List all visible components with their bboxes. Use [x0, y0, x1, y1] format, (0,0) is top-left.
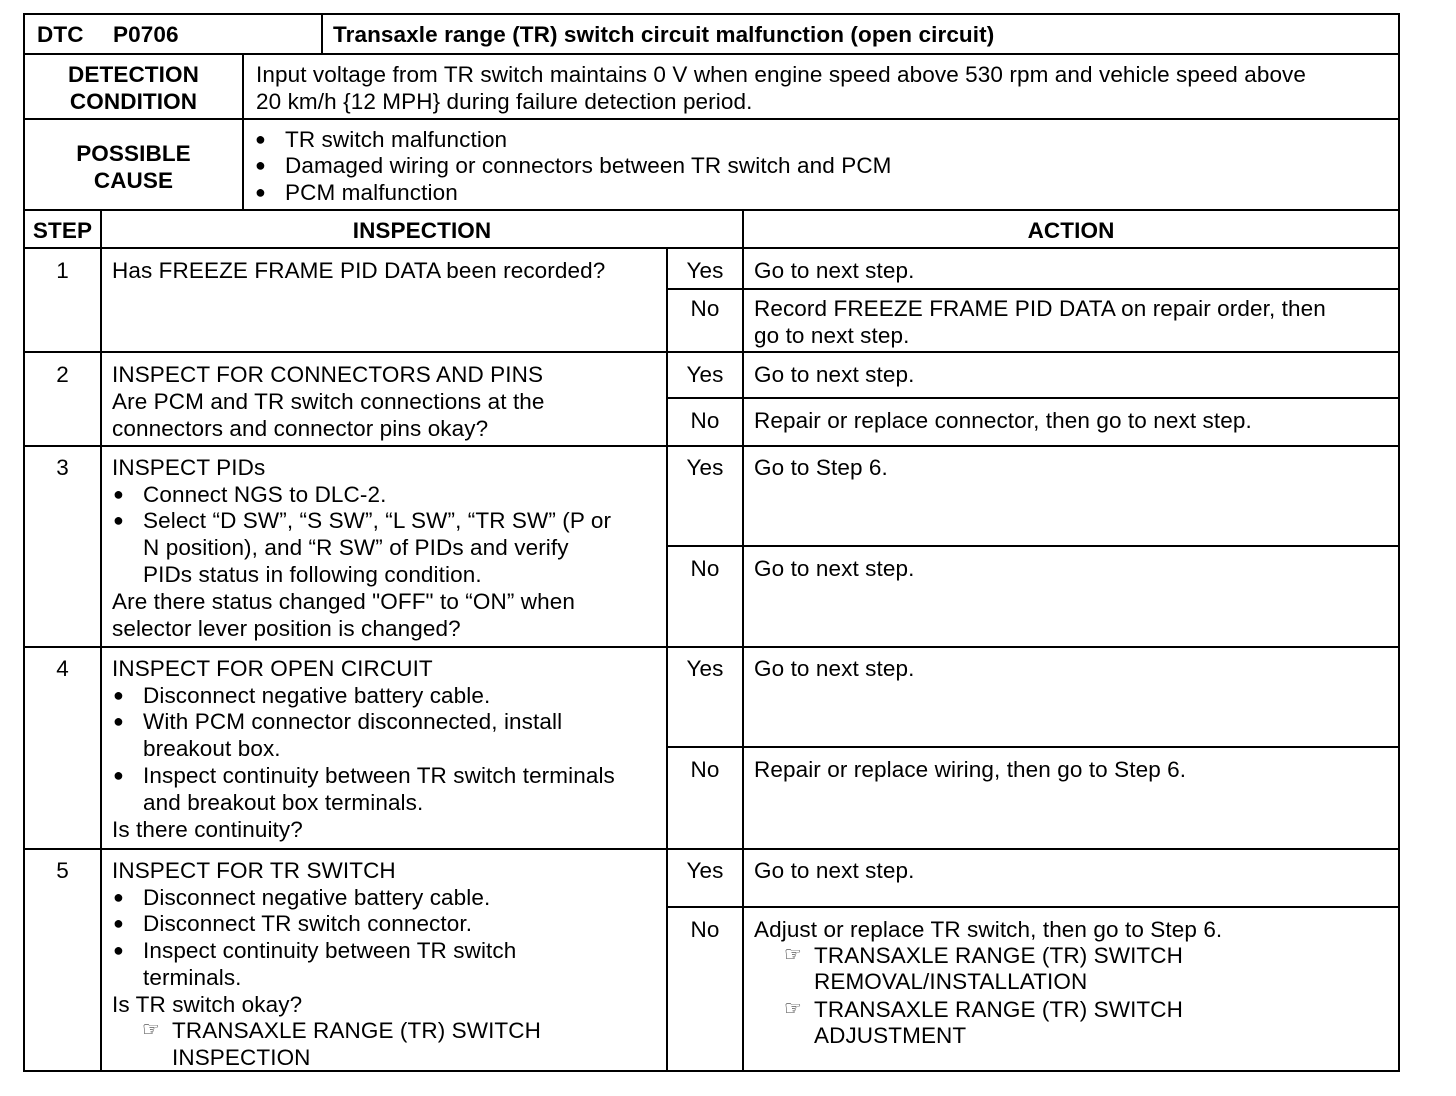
bullet-dot: ●	[113, 887, 124, 907]
possible-cause-label-line1: POSSIBLE	[76, 141, 191, 166]
divider	[321, 13, 323, 55]
yes-label: Yes	[686, 656, 724, 681]
detection-label-line1: DETECTION	[68, 62, 199, 87]
bullet-dot: ●	[255, 155, 266, 175]
step-number: 2	[56, 362, 69, 387]
reference-link[interactable]: TRANSAXLE RANGE (TR) SWITCH	[814, 943, 1183, 968]
inspection-bullet-cont: terminals.	[143, 965, 242, 990]
inspection-heading: INSPECT PIDs	[112, 455, 266, 480]
reference-link[interactable]: ADJUSTMENT	[814, 1023, 967, 1048]
inspection-bullet: Inspect continuity between TR switch	[143, 938, 517, 963]
inspection-bullet: Select “D SW”, “S SW”, “L SW”, “TR SW” (P or	[143, 508, 612, 533]
no-action: Go to next step.	[754, 556, 915, 581]
no-label: No	[690, 556, 720, 581]
yes-label: Yes	[686, 362, 724, 387]
no-label: No	[690, 757, 720, 782]
inspection-heading: INSPECT FOR OPEN CIRCUIT	[112, 656, 433, 681]
yes-no-divider	[666, 397, 1400, 399]
yes-label: Yes	[686, 455, 724, 480]
inspection-bullet: Connect NGS to DLC-2.	[143, 482, 387, 507]
column-header-inspection: INSPECTION	[352, 218, 492, 243]
pointing-hand-icon: ☞	[784, 944, 802, 966]
reference-link[interactable]: INSPECTION	[172, 1045, 311, 1070]
inspection-question: Is TR switch okay?	[112, 992, 303, 1017]
yes-action: Go to next step.	[754, 858, 915, 883]
no-label: No	[690, 296, 720, 321]
yes-action: Go to next step.	[754, 656, 915, 681]
reference-link[interactable]: TRANSAXLE RANGE (TR) SWITCH	[814, 997, 1183, 1022]
no-action: Repair or replace connector, then go to next step.	[754, 408, 1252, 433]
dtc-label: DTC	[37, 22, 84, 47]
inspection-heading: INSPECT FOR TR SWITCH	[112, 858, 396, 883]
dtc-code: P0706	[113, 22, 179, 47]
bullet-dot: ●	[113, 711, 124, 731]
yes-label: Yes	[686, 258, 724, 283]
column-header-action: ACTION	[1027, 218, 1115, 243]
row-divider	[23, 351, 1400, 353]
inspection-question: Is there continuity?	[112, 817, 303, 842]
no-action: go to next step.	[754, 323, 910, 348]
inspection-question: Are there status changed "OFF" to “ON” when	[112, 589, 575, 614]
column-divider	[742, 209, 744, 1072]
no-action: Repair or replace wiring, then go to Step 6.	[754, 757, 1187, 782]
reference-link[interactable]: TRANSAXLE RANGE (TR) SWITCH	[172, 1018, 541, 1043]
detection-text-line2: 20 km/h {12 MPH} during failure detection period.	[256, 89, 753, 114]
yes-action: Go to Step 6.	[754, 455, 888, 480]
yes-action: Go to next step.	[754, 362, 915, 387]
pointing-hand-icon: ☞	[784, 998, 802, 1020]
inspection-question: selector lever position is changed?	[112, 616, 461, 641]
inspection-bullet: Disconnect negative battery cable.	[143, 683, 491, 708]
bullet-dot: ●	[113, 913, 124, 933]
no-action: Record FREEZE FRAME PID DATA on repair order, then	[754, 296, 1326, 321]
pointing-hand-icon: ☞	[142, 1019, 160, 1041]
no-action: Adjust or replace TR switch, then go to Step 6.	[754, 917, 1223, 942]
yes-no-divider	[666, 288, 1400, 290]
yes-action: Go to next step.	[754, 258, 915, 283]
bullet-dot: ●	[113, 484, 124, 504]
row-divider	[23, 848, 1400, 850]
possible-cause-label-line2: CAUSE	[93, 168, 174, 193]
yes-no-divider	[666, 906, 1400, 908]
cause-item: PCM malfunction	[285, 180, 458, 205]
row-divider	[23, 646, 1400, 648]
inspection-bullet-cont: breakout box.	[143, 736, 281, 761]
detection-text-line1: Input voltage from TR switch maintains 0 V when engine speed above 530 rpm and vehicle speed above	[256, 62, 1307, 87]
inspection-question: connectors and connector pins okay?	[112, 416, 489, 441]
dtc-title: Transaxle range (TR) switch circuit malfunction (open circuit)	[333, 22, 995, 47]
inspection-bullet-cont: N position), and “R SW” of PIDs and verify	[143, 535, 569, 560]
detection-label-line2: CONDITION	[69, 89, 198, 114]
inspection-bullet: With PCM connector disconnected, install	[143, 709, 563, 734]
yes-label: Yes	[686, 858, 724, 883]
no-label: No	[690, 408, 720, 433]
bullet-dot: ●	[255, 129, 266, 149]
no-label: No	[690, 917, 720, 942]
bullet-dot: ●	[113, 685, 124, 705]
bullet-dot: ●	[113, 510, 124, 530]
bullet-dot: ●	[113, 940, 124, 960]
row-divider	[23, 445, 1400, 447]
step-number: 1	[56, 258, 69, 283]
inspection-bullet-cont: PIDs status in following condition.	[143, 562, 482, 587]
column-header-step: STEP	[32, 218, 93, 243]
step-number: 4	[56, 656, 69, 681]
inspection-bullet: Inspect continuity between TR switch terminals	[143, 763, 615, 788]
inspection-bullet: Disconnect TR switch connector.	[143, 911, 473, 936]
cause-item: Damaged wiring or connectors between TR switch and PCM	[285, 153, 892, 178]
inspection-bullet: Disconnect negative battery cable.	[143, 885, 491, 910]
cause-item: TR switch malfunction	[285, 127, 508, 152]
step-number: 3	[56, 455, 69, 480]
bullet-dot: ●	[113, 765, 124, 785]
yes-no-divider	[666, 746, 1400, 748]
step-number: 5	[56, 858, 69, 883]
reference-link[interactable]: REMOVAL/INSTALLATION	[814, 969, 1088, 994]
yes-no-divider	[666, 545, 1400, 547]
row-divider	[23, 247, 1400, 249]
inspection-heading: INSPECT FOR CONNECTORS AND PINS	[112, 362, 544, 387]
bullet-dot: ●	[255, 182, 266, 202]
inspection-bullet-cont: and breakout box terminals.	[143, 790, 424, 815]
column-divider	[100, 209, 102, 1072]
inspection-text: Has FREEZE FRAME PID DATA been recorded?	[112, 258, 606, 283]
inspection-question: Are PCM and TR switch connections at the	[112, 389, 545, 414]
